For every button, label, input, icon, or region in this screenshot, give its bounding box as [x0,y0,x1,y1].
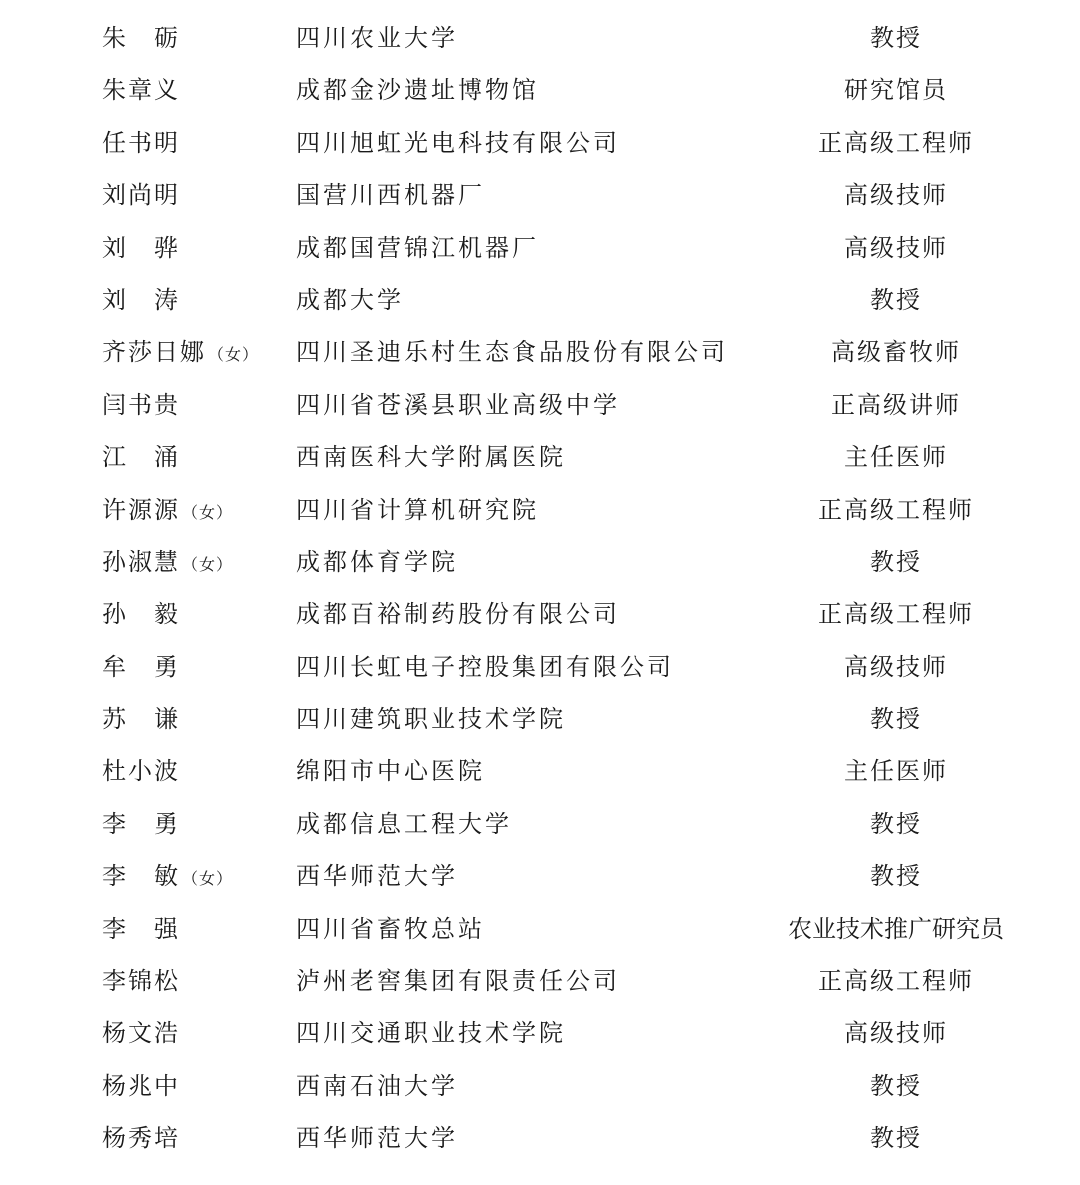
person-name: 李锦松 [102,967,180,996]
person-name-cell [102,1007,180,1059]
professional-title: 正高级工程师 [818,600,974,629]
person-name: 杨文浩 [102,1019,180,1048]
professional-title: 高级技师 [844,1019,948,1048]
list-item [0,1060,1080,1112]
organization: 西南石油大学 [296,1071,458,1100]
organization: 成都百裕制药股份有限公司 [296,600,620,629]
person-name-cell [102,326,259,378]
list-item [0,484,1080,536]
person-name-cell [102,903,180,955]
professional-title: 教授 [870,809,922,838]
person-name-cell [102,64,180,116]
organization: 成都信息工程大学 [296,809,512,838]
professional-title: 正高级工程师 [818,967,974,996]
person-name: 李 强 [102,914,180,943]
professional-title: 教授 [870,24,922,52]
gender-tag: （女） [182,869,234,889]
list-item [0,326,1080,378]
list-item [0,588,1080,640]
person-name-cell [102,850,233,902]
list-item [0,274,1080,326]
professional-title: 教授 [870,547,922,576]
person-name: 牟 勇 [102,652,180,681]
person-name-cell [102,1060,180,1112]
person-name-cell [102,222,180,274]
list-item [0,117,1080,169]
person-name: 刘尚明 [102,181,180,210]
gender-tag: （女） [182,502,234,522]
list-item [0,379,1080,431]
person-name: 刘 涛 [102,285,180,314]
gender-tag: （女） [208,345,260,365]
professional-title: 教授 [870,705,922,734]
organization: 四川农业大学 [296,24,458,52]
person-name: 孙 毅 [102,600,180,629]
professional-title: 主任医师 [844,443,948,472]
person-name-cell [102,955,180,1007]
person-name: 李 勇 [102,809,180,838]
list-item [0,641,1080,693]
organization: 四川长虹电子控股集团有限公司 [296,652,674,681]
person-name: 孙淑慧 [102,547,180,576]
professional-title: 主任医师 [844,757,948,786]
gender-tag: （女） [182,554,234,574]
professional-title: 高级技师 [844,652,948,681]
list-item [0,693,1080,745]
organization: 成都国营锦江机器厂 [296,233,539,262]
list-item [0,12,1080,64]
professional-title: 高级技师 [844,181,948,210]
person-name: 朱章义 [102,76,180,105]
professional-title: 高级畜牧师 [831,338,961,367]
organization: 四川交通职业技术学院 [296,1019,566,1048]
list-item [0,169,1080,221]
list-item [0,798,1080,850]
professional-title: 正高级讲师 [831,390,961,419]
professional-title: 高级技师 [844,233,948,262]
list-item [0,745,1080,797]
professional-title: 研究馆员 [844,76,948,105]
list-item [0,1007,1080,1059]
person-name: 杨兆中 [102,1071,180,1100]
organization: 四川圣迪乐村生态食品股份有限公司 [296,338,728,367]
list-item [0,903,1080,955]
organization: 成都体育学院 [296,547,458,576]
professional-title: 教授 [870,1071,922,1100]
organization: 国营川西机器厂 [296,181,485,210]
organization: 泸州老窖集团有限责任公司 [296,967,620,996]
person-name: 江 涌 [102,443,180,472]
person-name-cell [102,693,180,745]
organization: 西南医科大学附属医院 [296,443,566,472]
personnel-list [0,12,1080,1165]
person-name: 刘 骅 [102,233,180,262]
list-item [0,955,1080,1007]
person-name-cell [102,536,233,588]
organization: 西华师范大学 [296,1124,458,1153]
person-name-cell [102,798,180,850]
organization: 四川建筑职业技术学院 [296,705,566,734]
professional-title: 农业技术推广研究员 [788,914,1004,943]
person-name-cell [102,484,233,536]
organization: 成都大学 [296,285,404,314]
list-item [0,431,1080,483]
list-item [0,850,1080,902]
person-name: 杨秀培 [102,1124,180,1153]
person-name-cell [102,745,180,797]
person-name-cell [102,12,180,64]
person-name-cell [102,379,180,431]
person-name-cell [102,169,180,221]
organization: 四川省苍溪县职业高级中学 [296,390,620,419]
person-name: 齐莎日娜 [102,338,206,367]
organization: 绵阳市中心医院 [296,757,485,786]
person-name: 朱 砺 [102,24,180,52]
professional-title: 教授 [870,285,922,314]
list-item [0,222,1080,274]
professional-title: 教授 [870,862,922,891]
person-name: 李 敏 [102,862,180,891]
professional-title: 正高级工程师 [818,495,974,524]
organization: 四川省计算机研究院 [296,495,539,524]
person-name: 许源源 [102,495,180,524]
person-name-cell [102,1112,180,1164]
person-name: 苏 谦 [102,705,180,734]
professional-title: 正高级工程师 [818,128,974,157]
organization: 四川省畜牧总站 [296,914,485,943]
person-name: 闫书贵 [102,390,180,419]
professional-title: 教授 [870,1124,922,1153]
organization: 西华师范大学 [296,862,458,891]
organization: 四川旭虹光电科技有限公司 [296,128,620,157]
person-name-cell [102,641,180,693]
list-item [0,1112,1080,1164]
person-name: 杜小波 [102,757,180,786]
person-name-cell [102,117,180,169]
person-name-cell [102,588,180,640]
list-item [0,64,1080,116]
person-name-cell [102,431,180,483]
organization: 成都金沙遗址博物馆 [296,76,539,105]
person-name-cell [102,274,180,326]
person-name: 任书明 [102,128,180,157]
list-item [0,536,1080,588]
